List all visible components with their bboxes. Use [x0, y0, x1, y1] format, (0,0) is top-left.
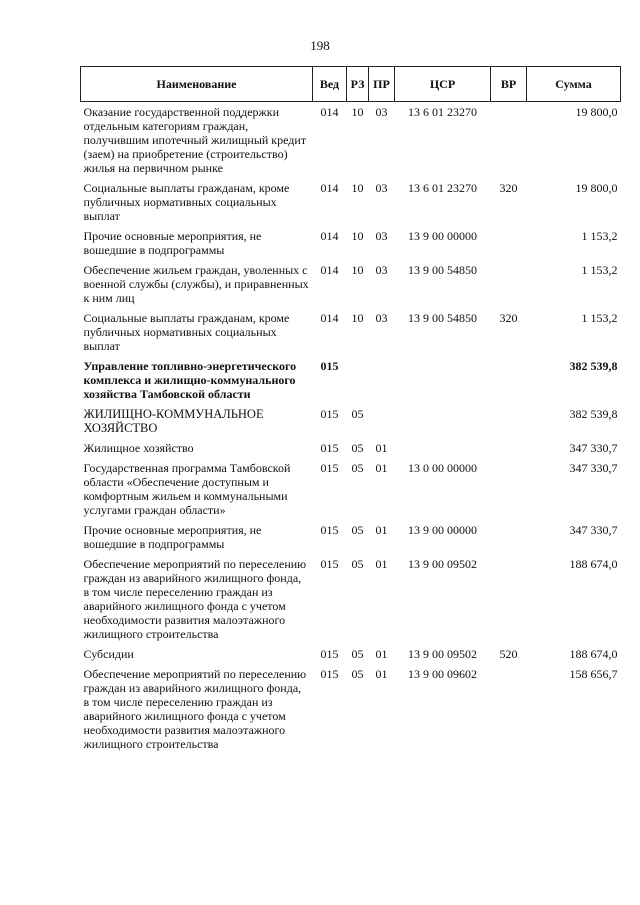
table-row	[81, 308, 621, 356]
cell-name: Обеспечение мероприятий по переселению граждан из аварийного жилищного фонда, в том числе переселению граждан из аварийного жилищного фонда с учетом необходимости развития малоэтажного жилищного строительства	[83, 557, 307, 641]
table-row	[81, 664, 621, 754]
cell-pr: 03	[375, 229, 388, 243]
cell-sum: 188 674,0	[569, 557, 618, 571]
cell-vr	[491, 438, 527, 458]
cell-csr	[395, 438, 491, 458]
cell-pr: 03	[375, 263, 388, 277]
cell-name: Управление топливно-энергетического комплекса и жилищно-коммунального хозяйства Тамбовской области	[83, 359, 297, 401]
cell-ved: 014	[320, 105, 339, 119]
cell-sum: 19 800,0	[575, 105, 618, 119]
cell-ved: 015	[320, 667, 339, 681]
cell-vr: 320	[499, 181, 518, 195]
header-sum: Сумма	[527, 67, 621, 102]
cell-name: Прочие основные мероприятия, не вошедшие в подпрограммы	[83, 523, 262, 551]
cell-vr	[491, 260, 527, 308]
header-ved: Вед	[313, 67, 347, 102]
cell-sum: 1 153,2	[581, 311, 618, 325]
table-header	[81, 67, 621, 102]
table-row	[81, 356, 621, 404]
cell-pr: 01	[375, 667, 388, 681]
cell-rz: 05	[351, 441, 364, 455]
cell-name: Обеспечение жильем граждан, уволенных с военной службы (службы), и приравненных к ним лиц	[83, 263, 309, 305]
cell-pr: 01	[375, 461, 388, 475]
cell-csr: 13 6 01 23270	[408, 181, 477, 195]
cell-ved: 014	[320, 311, 339, 325]
cell-rz: 05	[351, 647, 364, 661]
cell-vr	[491, 520, 527, 554]
cell-ved: 015	[320, 647, 339, 661]
cell-vr	[491, 102, 527, 179]
header-row	[81, 67, 621, 102]
cell-name: Прочие основные мероприятия, не вошедшие в подпрограммы	[83, 229, 262, 257]
cell-sum: 19 800,0	[575, 181, 618, 195]
cell-rz: 10	[351, 263, 364, 277]
cell-ved: 014	[320, 229, 339, 243]
cell-name: Социальные выплаты гражданам, кроме публичных нормативных социальных выплат	[83, 181, 290, 223]
cell-name: Государственная программа Тамбовской области «Обеспечение доступным и комфортным жильем и коммунальными услугами граждан области»	[83, 461, 291, 517]
table-row	[81, 644, 621, 664]
cell-csr: 13 9 00 54850	[408, 263, 477, 277]
cell-sum: 347 330,7	[569, 523, 618, 537]
table-row	[81, 404, 621, 438]
table-row	[81, 260, 621, 308]
cell-name: Оказание государственной поддержки отдельным категориям граждан, получившим ипотечный жилищный кредит (заем) на приобретение (строительство) жилья на первичном рынке	[83, 105, 307, 175]
cell-name: Субсидии	[83, 647, 134, 661]
cell-pr	[369, 404, 395, 438]
cell-csr: 13 9 00 00000	[408, 523, 477, 537]
cell-ved: 015	[320, 557, 339, 571]
cell-pr: 03	[375, 181, 388, 195]
table-row	[81, 554, 621, 644]
cell-rz: 05	[351, 407, 364, 421]
cell-csr	[395, 404, 491, 438]
header-csr: ЦСР	[395, 67, 491, 102]
cell-vr	[491, 458, 527, 520]
cell-pr: 01	[375, 647, 388, 661]
cell-rz: 10	[351, 105, 364, 119]
cell-name: Обеспечение мероприятий по переселению граждан из аварийного жилищного фонда, в том числе переселению граждан из аварийного жилищного фонда с учетом необходимости развития малоэтажного жилищного строительства	[83, 667, 307, 751]
cell-vr	[491, 554, 527, 644]
cell-vr	[491, 664, 527, 754]
header-vr: ВР	[491, 67, 527, 102]
cell-pr: 03	[375, 105, 388, 119]
cell-csr: 13 9 00 54850	[408, 311, 477, 325]
cell-pr: 01	[375, 557, 388, 571]
cell-ved: 015	[320, 461, 339, 475]
cell-vr: 520	[499, 647, 518, 661]
cell-vr	[491, 226, 527, 260]
cell-csr: 13 9 00 09502	[408, 647, 477, 661]
cell-vr	[491, 404, 527, 438]
cell-ved: 015	[320, 407, 339, 421]
cell-rz: 10	[351, 229, 364, 243]
cell-ved: 015	[320, 523, 339, 537]
cell-sum: 188 674,0	[569, 647, 618, 661]
header-name: Наименование	[81, 67, 313, 102]
table-row	[81, 438, 621, 458]
cell-vr	[491, 356, 527, 404]
cell-sum: 347 330,7	[569, 461, 618, 475]
cell-pr: 01	[375, 441, 388, 455]
cell-sum: 158 656,7	[569, 667, 618, 681]
table-row	[81, 178, 621, 226]
table-row	[81, 226, 621, 260]
cell-csr: 13 9 00 00000	[408, 229, 477, 243]
cell-vr: 320	[499, 311, 518, 325]
cell-rz: 05	[351, 667, 364, 681]
cell-rz	[347, 356, 369, 404]
header-rz: РЗ	[347, 67, 369, 102]
cell-sum: 347 330,7	[569, 441, 618, 455]
cell-sum: 382 539,8	[569, 359, 618, 373]
cell-rz: 10	[351, 311, 364, 325]
cell-sum: 382 539,8	[569, 407, 618, 421]
cell-ved: 015	[320, 441, 339, 455]
cell-name: Жилищное хозяйство	[83, 441, 194, 455]
cell-ved: 014	[320, 181, 339, 195]
cell-pr	[369, 356, 395, 404]
cell-rz: 05	[351, 523, 364, 537]
cell-pr: 03	[375, 311, 388, 325]
cell-csr: 13 9 00 09502	[408, 557, 477, 571]
cell-csr: 13 9 00 09602	[408, 667, 477, 681]
cell-ved: 014	[320, 263, 339, 277]
table-row	[81, 102, 621, 179]
table-row	[81, 520, 621, 554]
cell-name: ЖИЛИЩНО-КОММУНАЛЬНОЕ ХОЗЯЙСТВО	[83, 407, 264, 435]
cell-csr	[395, 356, 491, 404]
cell-csr: 13 0 00 00000	[408, 461, 477, 475]
cell-sum: 1 153,2	[581, 229, 618, 243]
cell-csr: 13 6 01 23270	[408, 105, 477, 119]
cell-pr: 01	[375, 523, 388, 537]
table-body	[81, 102, 621, 755]
header-pr: ПР	[369, 67, 395, 102]
cell-rz: 10	[351, 181, 364, 195]
page-number: 198	[310, 38, 330, 53]
cell-ved: 015	[320, 359, 339, 373]
budget-table	[80, 66, 621, 754]
cell-name: Социальные выплаты гражданам, кроме публичных нормативных социальных выплат	[83, 311, 290, 353]
table-row	[81, 458, 621, 520]
cell-rz: 05	[351, 461, 364, 475]
cell-sum: 1 153,2	[581, 263, 618, 277]
cell-rz: 05	[351, 557, 364, 571]
